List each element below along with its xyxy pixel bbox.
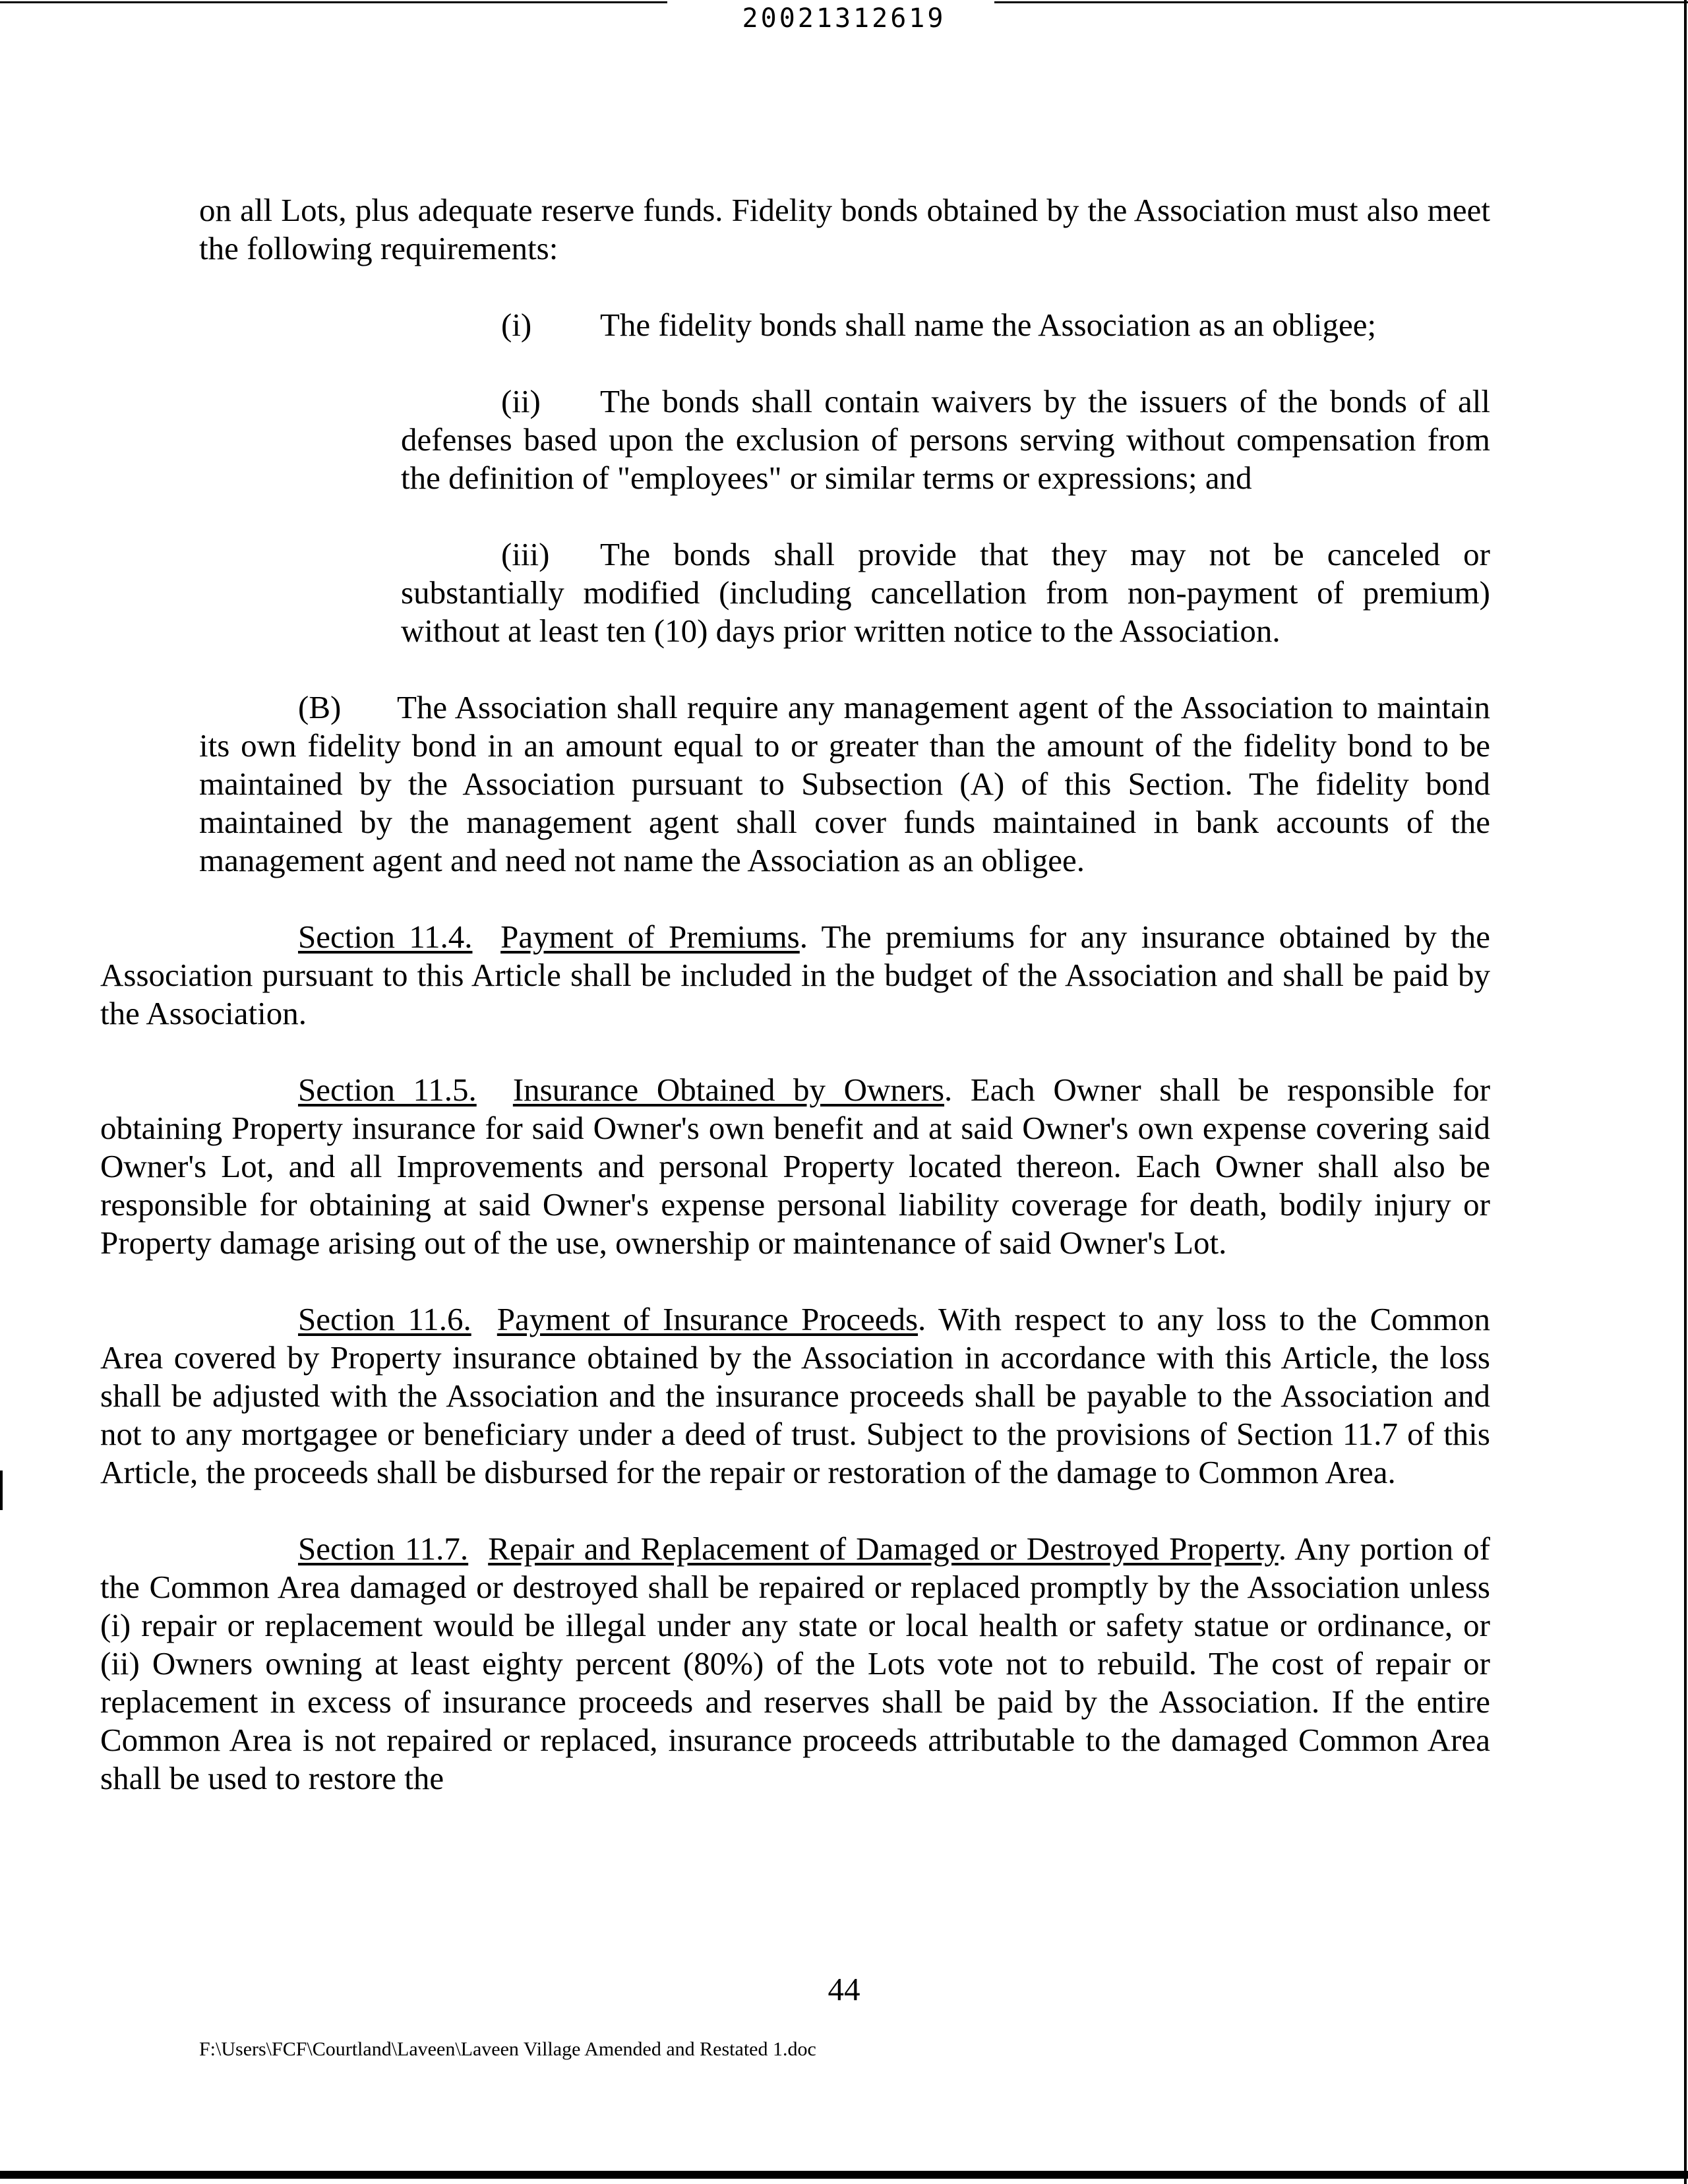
- footer-file-path: F:\Users\FCF\Courtland\Laveen\Laveen Village Amended and Restated 1.doc: [199, 2038, 816, 2060]
- section-11-6-title: Payment of Insurance Proceeds: [497, 1301, 919, 1337]
- recording-number: 20021312619: [742, 3, 946, 34]
- paragraph-fidelity-requirements: on all Lots, plus adequate reserve funds. Fidelity bonds obtained by the Association must also meet the following requirements:: [199, 192, 1490, 266]
- section-11-5-title: Insurance Obtained by Owners: [512, 1072, 945, 1108]
- section-11-4: [100, 918, 1490, 1033]
- subitem-ii-label: (ii): [501, 383, 541, 419]
- section-11-7-title: Repair and Replacement of Damaged or Destroyed Property: [488, 1531, 1279, 1567]
- section-11-7-text: . Any portion of the Common Area damaged or destroyed shall be repaired or replaced promptly by the Association unless (i) repair or replacement would be illegal under any state or local health or safety statue or ordinance, or (ii) Owners owning at least eighty percent (80%) of the Lots vote not to rebuild. The cost of repair or replacement in excess of insurance proceeds and reserves shall be paid by the Association. If the entire Common Area is not repaired or replaced, insurance proceeds attributable to the damaged Common Area shall be used to restore the: [100, 1531, 1490, 1796]
- subitem-iii-label: (iii): [501, 536, 550, 572]
- section-11-5-number: Section 11.5.: [298, 1072, 477, 1108]
- section-11-4-text: . The premiums for any insurance obtained by the Association pursuant to this Article shall be included in the budget of the Association and shall be paid by the Association.: [100, 919, 1490, 1031]
- subitem-i-label: (i): [501, 307, 532, 343]
- section-11-6: [100, 1300, 1490, 1492]
- subitem-ii-text: The bonds shall contain waivers by the issuers of the bonds of all defenses based upon the exclusion of persons serving without compensation from the definition of "employees" or similar terms or expressions; and: [401, 383, 1490, 496]
- section-11-7: [100, 1530, 1490, 1798]
- subsection-b-label: (B): [298, 689, 342, 725]
- scan-edge-mark: [0, 1471, 3, 1510]
- subitem-i-text: The fidelity bonds shall name the Association as an obligee;: [600, 307, 1377, 343]
- subitem-i: [199, 306, 1490, 344]
- section-11-4-title: Payment of Premiums: [500, 919, 800, 955]
- section-11-7-number: Section 11.7.: [298, 1531, 469, 1567]
- section-11-5-text: . Each Owner shall be responsible for obtaining Property insurance for said Owner's own benefit and at said Owner's own expense covering said Owner's Lot, and all Improvements and personal Property located thereon. Each Owner shall also be responsible for obtaining at said Owner's expense personal liability coverage for death, bodily injury or Property damage arising out of the use, ownership or maintenance of said Owner's Lot.: [100, 1072, 1491, 1261]
- subitem-ii: [199, 382, 1490, 497]
- section-11-5: [100, 1071, 1490, 1262]
- subitem-iii-text: The bonds shall provide that they may not be canceled or substantially modified (including cancellation from non-payment of premium) without at least ten (10) days prior written notice to the Association.: [401, 536, 1490, 649]
- document-body: [100, 191, 1491, 1798]
- subsection-b: [199, 688, 1490, 880]
- section-11-6-number: Section 11.6.: [298, 1301, 471, 1337]
- bottom-rule: [0, 2171, 1688, 2179]
- subitem-iii: [199, 535, 1490, 650]
- page-number: 44: [828, 1971, 860, 2007]
- section-11-6-text: . With respect to any loss to the Common Area covered by Property insurance obtained by the Association in accordance with this Article, the loss shall be adjusted with the Association and the insurance proceeds shall be payable to the Association and not to any mortgagee or beneficiary under a deed of trust. Subject to the provisions of Section 11.7 of this Article, the proceeds shall be disbursed for the repair or restoration of the damage to Common Area.: [100, 1301, 1490, 1490]
- subsection-b-text: The Association shall require any management agent of the Association to maintain its own fidelity bond in an amount equal to or greater than the amount of the fidelity bond to be maintained by the Association pursuant to Subsection (A) of this Section. The fidelity bond maintained by the management agent shall cover funds maintained in bank accounts of the management agent and need not name the Association as an obligee.: [199, 689, 1490, 878]
- page-right-border: [1684, 0, 1687, 2184]
- section-11-4-number: Section 11.4.: [298, 919, 473, 955]
